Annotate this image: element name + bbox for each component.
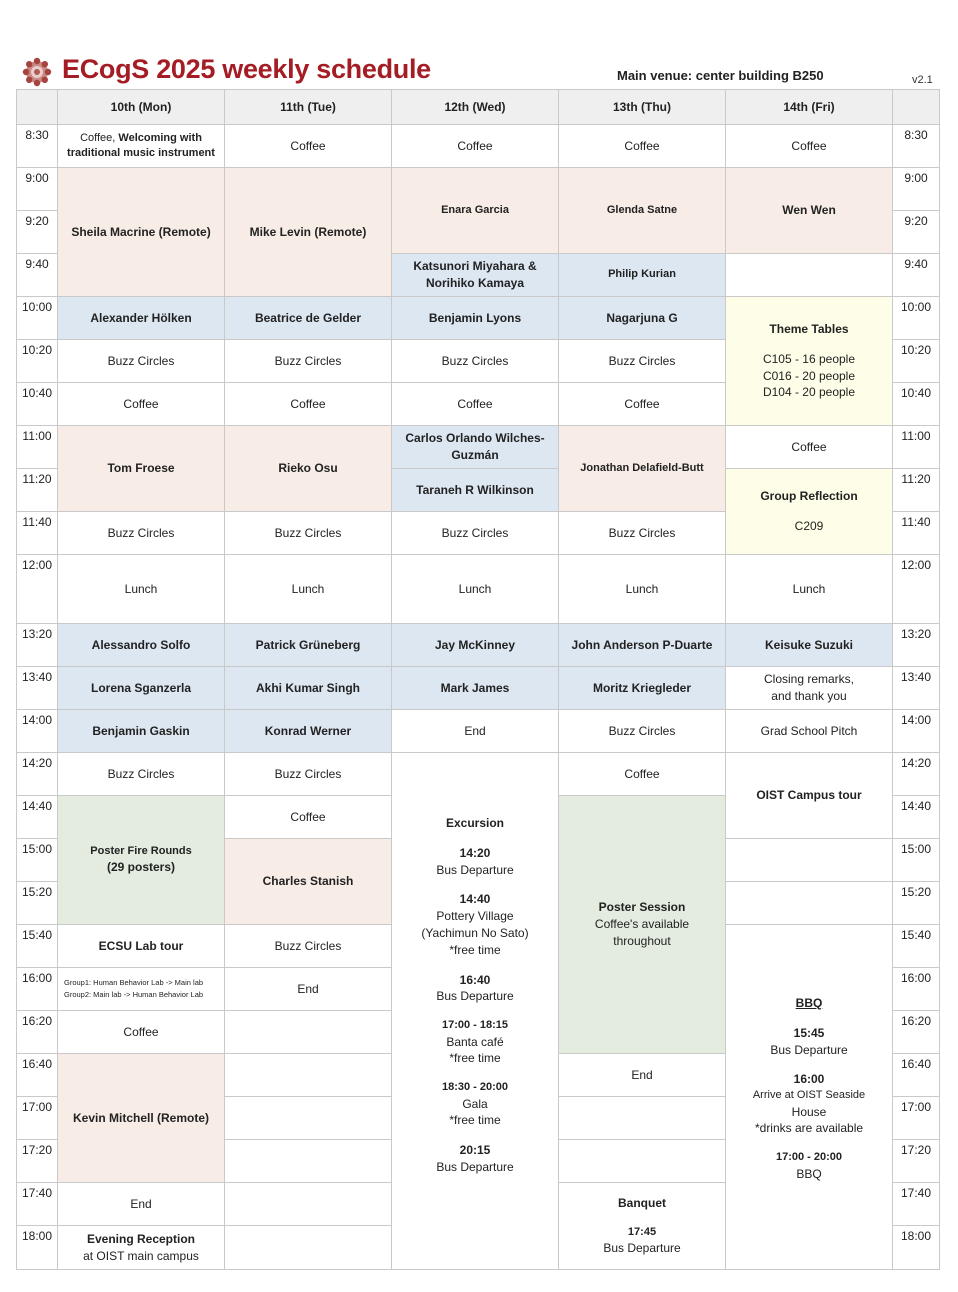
fri-grad-school-pitch: Grad School Pitch xyxy=(725,709,893,753)
mon-talk-kevin: Kevin Mitchell (Remote) xyxy=(57,1053,225,1183)
mon-welcome-detail: traditional music instrument xyxy=(67,147,215,159)
thu-talk-glenda: Glenda Satne xyxy=(558,167,726,254)
time-label: 15:40 xyxy=(892,924,940,968)
wed-excursion-item: *free time xyxy=(449,1051,501,1066)
mon-reception-location: at OIST main campus xyxy=(83,1248,199,1263)
time-label: 11:40 xyxy=(16,511,58,555)
thu-coffee: Coffee xyxy=(558,382,726,426)
tue-talk-patrick: Patrick Grüneberg xyxy=(224,623,392,667)
header-corner-right xyxy=(892,89,940,125)
mon-poster-title: Poster Fire Rounds xyxy=(90,844,192,857)
time-label: 13:20 xyxy=(16,623,58,667)
fri-bbq-item: BBQ xyxy=(796,1166,822,1181)
header-corner-left xyxy=(16,89,58,125)
time-label: 16:40 xyxy=(16,1053,58,1097)
tue-end: End xyxy=(224,967,392,1011)
wed-excursion-item: Banta café xyxy=(446,1034,504,1049)
mon-coffee: Coffee xyxy=(57,382,225,426)
empty-cell xyxy=(224,1182,392,1226)
thu-buzz-circles: Buzz Circles xyxy=(558,709,726,753)
wed-talk-mark: Mark James xyxy=(391,666,559,710)
fri-theme-room: D104 - 20 people xyxy=(762,385,856,400)
fri-bbq-item: Bus Departure xyxy=(770,1042,848,1057)
mon-talk-benjamin: Benjamin Gaskin xyxy=(57,709,225,753)
fri-bbq-item: *drinks are available xyxy=(754,1121,864,1136)
tue-talk-rieko: Rieko Osu xyxy=(224,425,392,512)
wed-excursion-item: Gala xyxy=(462,1096,488,1111)
wed-talk-taraneh: Taraneh R Wilkinson xyxy=(391,468,559,512)
mon-reception-title: Evening Reception xyxy=(86,1231,196,1246)
time-label: 15:00 xyxy=(892,838,940,882)
mon-poster-count: (29 posters) xyxy=(106,860,176,875)
fri-coffee: Coffee xyxy=(725,425,893,469)
time-label: 15:20 xyxy=(892,881,940,925)
wed-buzz-circles: Buzz Circles xyxy=(391,511,559,555)
tue-buzz-circles: Buzz Circles xyxy=(224,339,392,383)
tue-talk-beatrice: Beatrice de Gelder xyxy=(224,296,392,340)
wed-talk-katsunori xyxy=(391,253,559,297)
wed-excursion xyxy=(391,752,559,1270)
mon-lab-tour: ECSU Lab tour xyxy=(57,924,225,968)
mon-lab-tour-groups xyxy=(57,967,225,1011)
time-label: 9:00 xyxy=(892,167,940,211)
mon-coffee-label: Coffee, xyxy=(80,131,116,144)
thu-poster-title: Poster Session xyxy=(598,900,686,915)
time-label: 14:00 xyxy=(892,709,940,753)
fri-bbq-time: 17:00 - 20:00 xyxy=(775,1151,843,1164)
thu-coffee: Coffee xyxy=(558,124,726,168)
time-label: 11:20 xyxy=(892,468,940,512)
mon-talk-sheila: Sheila Macrine (Remote) xyxy=(57,167,225,297)
time-label: 17:20 xyxy=(892,1139,940,1183)
time-label: 17:00 xyxy=(892,1096,940,1140)
thu-talk-moritz: Moritz Kriegleder xyxy=(558,666,726,710)
wed-coffee: Coffee xyxy=(391,124,559,168)
tue-coffee: Coffee xyxy=(224,795,392,839)
mon-talk-lorena: Lorena Sganzerla xyxy=(57,666,225,710)
time-label: 9:20 xyxy=(16,210,58,254)
time-label: 10:20 xyxy=(892,339,940,383)
mon-talk-alessandro: Alessandro Solfo xyxy=(57,623,225,667)
thu-buzz-circles: Buzz Circles xyxy=(558,339,726,383)
wed-excursion-time: 17:00 - 18:15 xyxy=(441,1019,509,1032)
fri-bbq-title: BBQ xyxy=(795,996,823,1010)
fri-theme-room: C016 - 20 people xyxy=(762,368,856,383)
empty-cell xyxy=(558,1139,726,1183)
mon-group1: Group1: Human Behavior Lab -> Main lab xyxy=(64,978,204,988)
fri-closing-line1: Closing remarks, xyxy=(763,672,855,687)
time-label: 8:30 xyxy=(16,124,58,168)
wed-excursion-item: Bus Departure xyxy=(436,989,514,1004)
mon-talk-alexander: Alexander Hölken xyxy=(57,296,225,340)
thu-end: End xyxy=(558,1053,726,1097)
wed-talk-benjamin: Benjamin Lyons xyxy=(391,296,559,340)
time-label: 16:40 xyxy=(892,1053,940,1097)
time-label: 18:00 xyxy=(16,1225,58,1270)
tue-talk-mike: Mike Levin (Remote) xyxy=(224,167,392,297)
time-label: 15:40 xyxy=(16,924,58,968)
fri-theme-title: Theme Tables xyxy=(769,321,849,336)
wed-talk-katsunori-line2: Norihiko Kamaya xyxy=(425,276,525,290)
wed-talk-katsunori-line1: Katsunori Miyahara & xyxy=(413,259,537,274)
wed-excursion-time: 16:40 xyxy=(459,972,491,987)
empty-cell xyxy=(224,1010,392,1054)
fri-closing-remarks xyxy=(725,666,893,710)
wed-excursion-time: 14:20 xyxy=(459,845,491,860)
time-label: 10:00 xyxy=(892,296,940,340)
empty-cell xyxy=(224,1096,392,1140)
thu-talk-nagarjuna: Nagarjuna G xyxy=(558,296,726,340)
time-label: 9:00 xyxy=(16,167,58,211)
empty-cell xyxy=(725,838,893,882)
tue-lunch: Lunch xyxy=(224,554,392,624)
thu-talk-john: John Anderson P-Duarte xyxy=(558,623,726,667)
tue-buzz-circles: Buzz Circles xyxy=(224,511,392,555)
fri-bbq-item: House xyxy=(791,1104,827,1119)
time-label: 14:00 xyxy=(16,709,58,753)
page-title: ECogS 2025 weekly schedule xyxy=(62,54,431,84)
tue-talk-charles: Charles Stanish xyxy=(224,838,392,925)
thu-poster-note: Coffee's available xyxy=(594,917,690,932)
time-label: 17:40 xyxy=(16,1182,58,1226)
time-label: 16:00 xyxy=(892,967,940,1011)
wed-talk-carlos xyxy=(391,425,559,469)
time-label: 12:00 xyxy=(892,554,940,624)
wed-talk-jay: Jay McKinney xyxy=(391,623,559,667)
fri-theme-tables xyxy=(725,296,893,426)
wed-buzz-circles: Buzz Circles xyxy=(391,339,559,383)
time-label: 14:40 xyxy=(16,795,58,839)
fri-lunch: Lunch xyxy=(725,554,893,624)
tue-coffee: Coffee xyxy=(224,382,392,426)
day-header-tue: 11th (Tue) xyxy=(224,89,392,125)
time-label: 8:30 xyxy=(892,124,940,168)
thu-talk-philip: Philip Kurian xyxy=(558,253,726,297)
thu-poster-note: throughout xyxy=(613,933,671,948)
mon-group2: Group2: Main lab -> Human Behavior Lab xyxy=(64,990,204,999)
mon-coffee-welcome xyxy=(57,124,225,168)
wed-talk-carlos-line2: Guzmán xyxy=(451,448,499,462)
thu-talk-jonathan: Jonathan Delafield-Butt xyxy=(558,425,726,512)
day-header-thu: 13th (Thu) xyxy=(558,89,726,125)
wed-excursion-title: Excursion xyxy=(445,816,505,830)
wed-excursion-item: (Yachimun No Sato) xyxy=(421,925,529,940)
thu-lunch: Lunch xyxy=(558,554,726,624)
time-label: 17:40 xyxy=(892,1182,940,1226)
wed-excursion-item: Bus Departure xyxy=(436,862,514,877)
time-label: 9:20 xyxy=(892,210,940,254)
venue-label: Main venue: center building B250 xyxy=(617,68,824,83)
time-label: 11:40 xyxy=(892,511,940,555)
fri-bbq-time: 15:45 xyxy=(793,1025,825,1040)
time-label: 16:20 xyxy=(16,1010,58,1054)
thu-poster-session xyxy=(558,795,726,1054)
fri-bbq-time: 16:00 xyxy=(793,1072,825,1087)
wed-excursion-time: 14:40 xyxy=(459,892,491,907)
thu-banquet xyxy=(558,1182,726,1270)
time-label: 13:40 xyxy=(892,666,940,710)
mon-poster-fire-rounds xyxy=(57,795,225,925)
fri-talk-keisuke: Keisuke Suzuki xyxy=(725,623,893,667)
wed-lunch: Lunch xyxy=(391,554,559,624)
thu-banquet-desc: Bus Departure xyxy=(603,1241,681,1256)
time-label: 11:20 xyxy=(16,468,58,512)
time-label: 18:00 xyxy=(892,1225,940,1270)
fri-coffee: Coffee xyxy=(725,124,893,168)
mon-lunch: Lunch xyxy=(57,554,225,624)
empty-cell xyxy=(725,881,893,925)
empty-cell xyxy=(224,1225,392,1270)
time-label: 9:40 xyxy=(892,253,940,297)
time-label: 15:00 xyxy=(16,838,58,882)
mon-buzz-circles: Buzz Circles xyxy=(57,752,225,796)
time-label: 14:20 xyxy=(892,752,940,796)
wed-excursion-item: Pottery Village xyxy=(436,909,514,924)
thu-banquet-time: 17:45 xyxy=(627,1225,657,1238)
wed-excursion-item: *free time xyxy=(449,1113,501,1128)
mon-coffee: Coffee xyxy=(57,1010,225,1054)
fri-reflection-title: Group Reflection xyxy=(760,489,858,504)
time-label: 14:20 xyxy=(16,752,58,796)
empty-cell xyxy=(224,1053,392,1097)
wed-coffee: Coffee xyxy=(391,382,559,426)
time-label: 16:00 xyxy=(16,967,58,1011)
fri-talk-wen: Wen Wen xyxy=(725,167,893,254)
time-label: 11:00 xyxy=(16,425,58,469)
fri-campus-tour: OIST Campus tour xyxy=(725,752,893,839)
fri-bbq-item: Arrive at OIST Seaside xyxy=(752,1089,866,1102)
day-header-wed: 12th (Wed) xyxy=(391,89,559,125)
tue-coffee: Coffee xyxy=(224,124,392,168)
day-header-mon: 10th (Mon) xyxy=(57,89,225,125)
mon-buzz-circles: Buzz Circles xyxy=(57,339,225,383)
tue-buzz-circles: Buzz Circles xyxy=(224,924,392,968)
time-label: 15:20 xyxy=(16,881,58,925)
mon-end: End xyxy=(57,1182,225,1226)
time-label: 10:40 xyxy=(16,382,58,426)
empty-cell xyxy=(224,1139,392,1183)
mon-talk-tom: Tom Froese xyxy=(57,425,225,512)
mon-buzz-circles: Buzz Circles xyxy=(57,511,225,555)
thu-coffee: Coffee xyxy=(558,752,726,796)
fri-theme-room: C105 - 16 people xyxy=(762,351,856,366)
thu-buzz-circles: Buzz Circles xyxy=(558,511,726,555)
fri-reflection-room: C209 xyxy=(794,519,824,533)
time-label: 14:40 xyxy=(892,795,940,839)
wed-excursion-item: *free time xyxy=(449,942,501,957)
fri-closing-line2: and thank you xyxy=(771,689,847,703)
wed-talk-carlos-line1: Carlos Orlando Wilches- xyxy=(405,431,545,446)
time-label: 10:00 xyxy=(16,296,58,340)
time-label: 9:40 xyxy=(16,253,58,297)
wed-excursion-time: 20:15 xyxy=(459,1143,491,1158)
version-label: v2.1 xyxy=(912,74,933,86)
empty-cell xyxy=(558,1096,726,1140)
time-label: 13:40 xyxy=(16,666,58,710)
thu-banquet-title: Banquet xyxy=(618,1196,666,1210)
time-label: 13:20 xyxy=(892,623,940,667)
time-label: 16:20 xyxy=(892,1010,940,1054)
empty-cell xyxy=(725,253,893,297)
time-label: 10:20 xyxy=(16,339,58,383)
time-label: 17:00 xyxy=(16,1096,58,1140)
wed-excursion-item: Bus Departure xyxy=(436,1159,514,1174)
time-label: 10:40 xyxy=(892,382,940,426)
tue-talk-akhi: Akhi Kumar Singh xyxy=(224,666,392,710)
time-label: 11:00 xyxy=(892,425,940,469)
fri-bbq xyxy=(725,924,893,1270)
wed-excursion-time: 18:30 - 20:00 xyxy=(441,1081,509,1094)
wed-end: End xyxy=(391,709,559,753)
wed-talk-enara: Enara Garcia xyxy=(391,167,559,254)
time-label: 12:00 xyxy=(16,554,58,624)
day-header-fri: 14th (Fri) xyxy=(725,89,893,125)
mon-evening-reception xyxy=(57,1225,225,1270)
tue-talk-konrad: Konrad Werner xyxy=(224,709,392,753)
tue-buzz-circles: Buzz Circles xyxy=(224,752,392,796)
mon-welcome-label: Welcoming with xyxy=(115,131,202,144)
time-label: 17:20 xyxy=(16,1139,58,1183)
fri-group-reflection xyxy=(725,468,893,555)
